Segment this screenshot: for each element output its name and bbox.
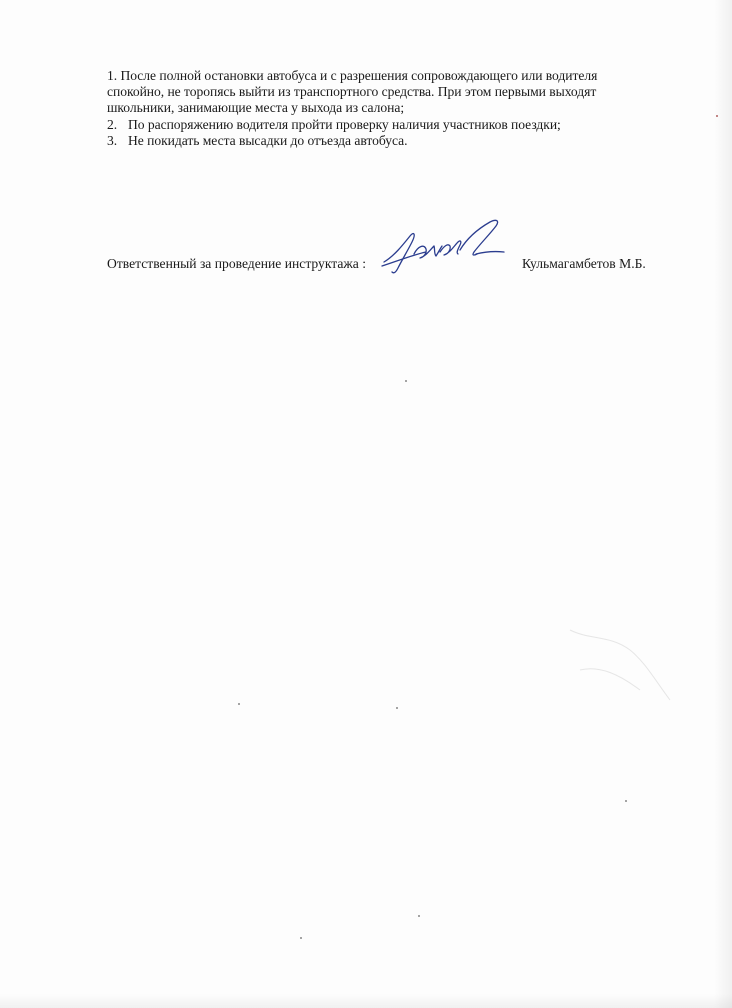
paper-speck bbox=[300, 937, 302, 939]
paper-crease-mark bbox=[560, 610, 680, 720]
handwritten-signature bbox=[380, 216, 510, 278]
instruction-item-2-text: По распоряжению водителя пройти проверку наличия участников поездки; bbox=[128, 116, 561, 132]
instruction-item-2-number: 2. bbox=[107, 116, 118, 132]
responsible-label: Ответственный за проведение инструктажа : bbox=[107, 256, 367, 271]
page-edge-shadow bbox=[714, 0, 732, 1008]
instructions-list bbox=[107, 68, 647, 149]
paper-speck bbox=[396, 707, 398, 709]
paper-speck bbox=[238, 703, 240, 705]
instruction-item-2 bbox=[107, 117, 647, 133]
paper-speck bbox=[716, 115, 718, 117]
paper-speck bbox=[405, 380, 407, 382]
instruction-item-3 bbox=[107, 133, 647, 149]
instruction-item-3-text: Не покидать места высадки до отъезда автобуса. bbox=[128, 132, 408, 148]
instruction-item-3-number: 3. bbox=[107, 132, 118, 148]
page-bottom-shadow bbox=[0, 994, 732, 1008]
instruction-item-1-line-1: 1. После полной остановки автобуса и с разрешения сопровождающего или водителя bbox=[107, 68, 598, 83]
instruction-item-1-line-2: спокойно, не торопясь выйти из транспортного средства. При этом первыми выходят bbox=[107, 84, 597, 100]
responsible-name: Кульмагамбетов М.Б. bbox=[522, 256, 646, 271]
instruction-item-1-line-3: школьники, занимающие места у выхода из салона; bbox=[107, 100, 405, 116]
paper-speck bbox=[625, 800, 627, 802]
paper-speck bbox=[418, 915, 420, 917]
